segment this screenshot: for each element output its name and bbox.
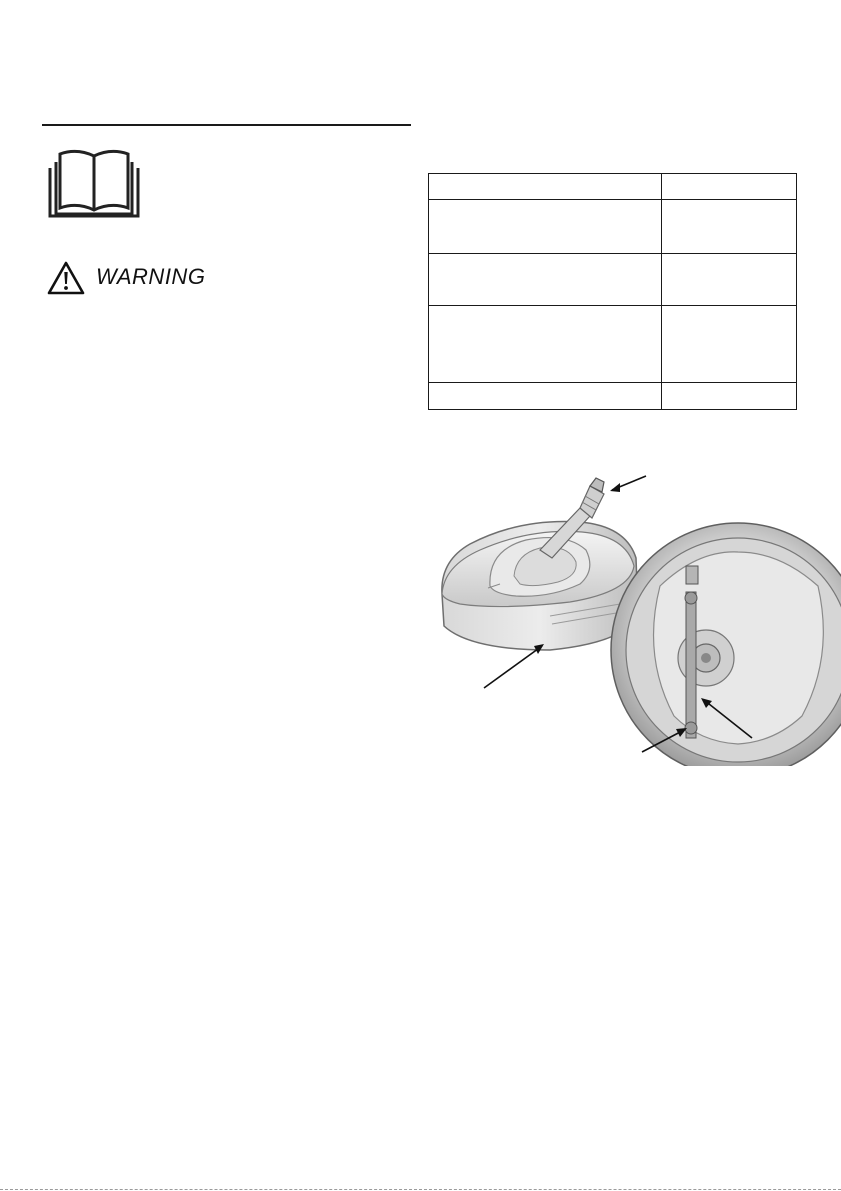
surface-cleaner-illustration — [430, 466, 841, 766]
table-row — [429, 200, 797, 254]
table-row — [429, 174, 797, 200]
section-rule — [42, 124, 411, 126]
table-cell — [429, 174, 662, 200]
table-cell — [429, 254, 662, 306]
specification-table — [428, 173, 797, 410]
warning-triangle-icon — [46, 260, 86, 296]
table-row — [429, 254, 797, 306]
table-cell — [429, 383, 662, 410]
table-cell — [429, 306, 662, 383]
page-bottom-edge — [0, 1189, 841, 1190]
warning-heading — [46, 260, 246, 296]
read-manual-icon — [40, 148, 148, 218]
table-cell — [662, 174, 797, 200]
table-cell — [662, 306, 797, 383]
table-cell — [662, 200, 797, 254]
table-cell — [662, 383, 797, 410]
cleaner-underside-view — [611, 523, 841, 766]
table-row — [429, 306, 797, 383]
table-cell — [662, 254, 797, 306]
table-cell — [429, 200, 662, 254]
warning-label: WARNING — [96, 264, 206, 289]
table-row — [429, 383, 797, 410]
